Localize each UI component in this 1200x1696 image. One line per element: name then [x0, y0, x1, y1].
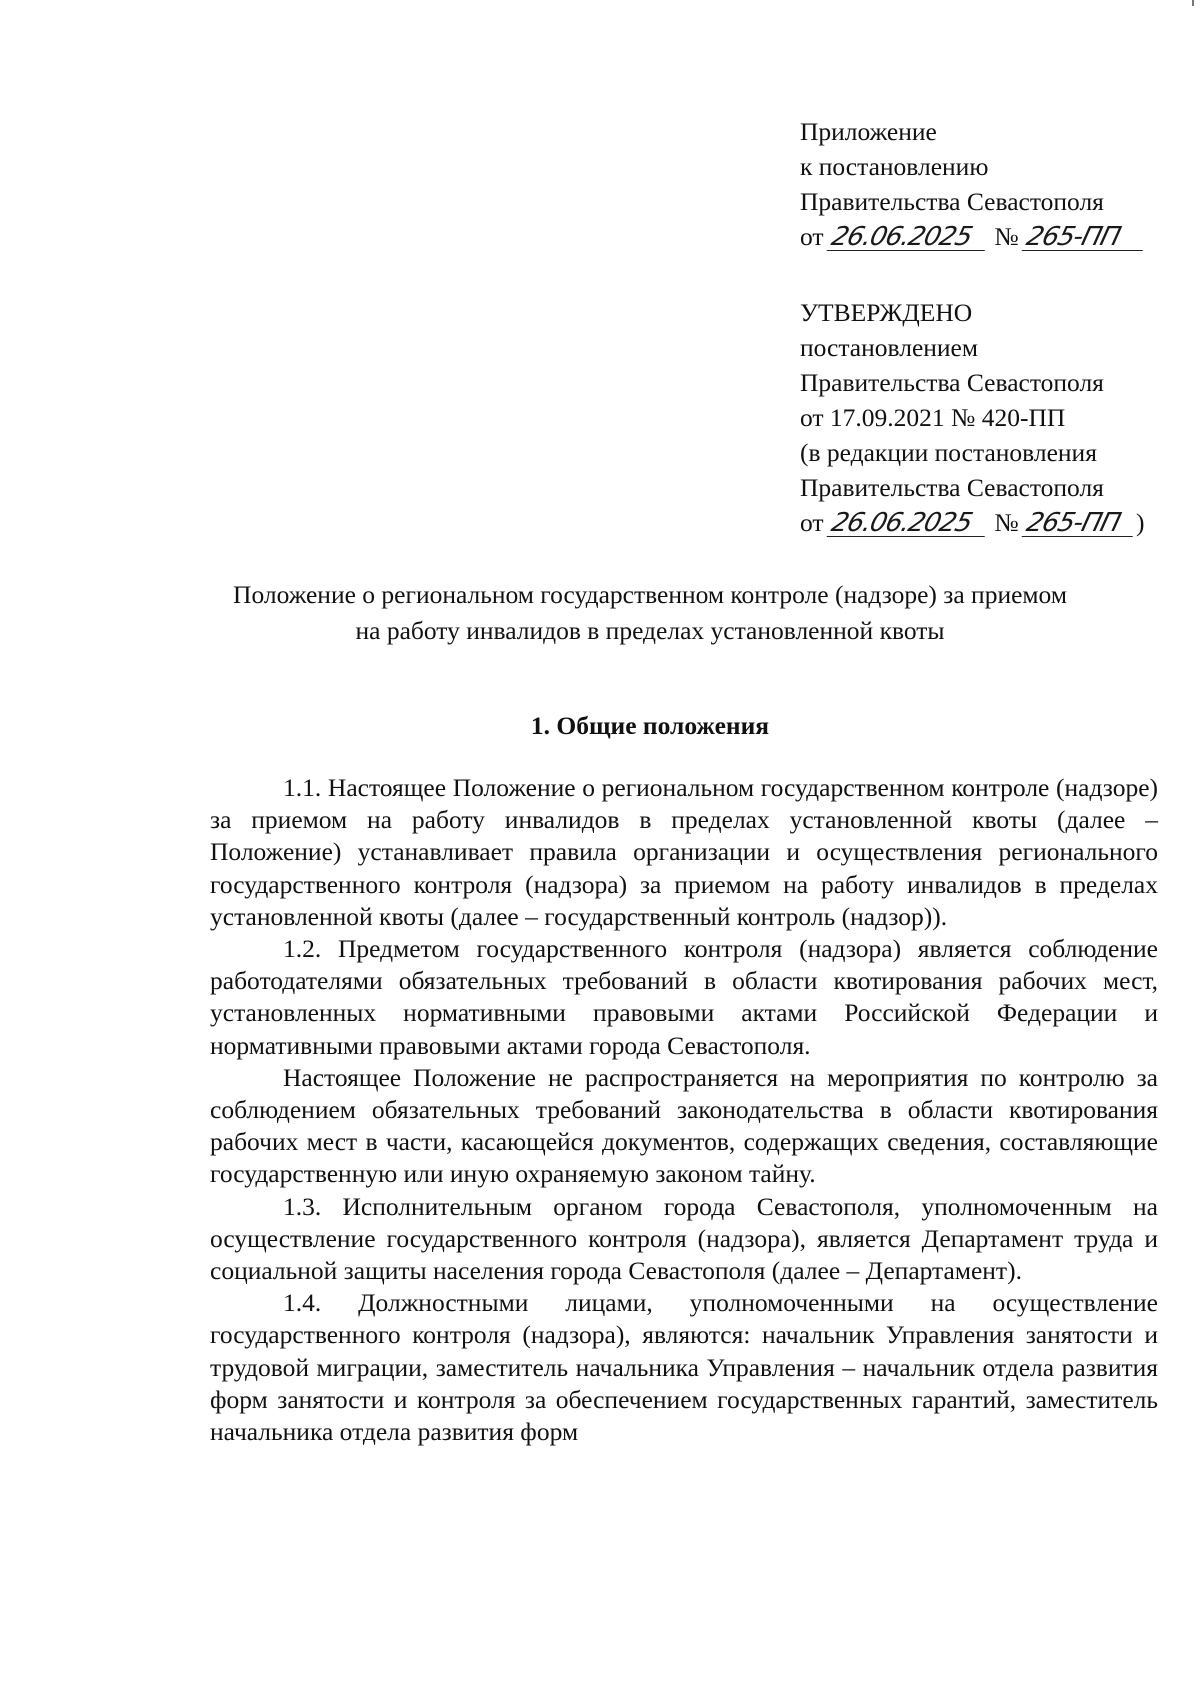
appendix-date-handwritten: 26.06.2025	[827, 224, 992, 251]
approved-line-1: УТВЕРЖДЕНО	[800, 298, 973, 327]
approved-number-sign: №	[994, 508, 1019, 537]
approved-line-3: Правительства Севастополя	[800, 368, 1104, 397]
approved-line-6: Правительства Севастополя	[800, 473, 1104, 502]
appendix-line-2: к постановлению	[800, 152, 989, 181]
appendix-date-line	[800, 219, 1180, 254]
paragraph-1-3: 1.3. Исполнительным органом города Севастополя, уполномоченным на осуществление государственного контроля (надзора), является Департамент труда и социальной защиты населения города Севастополя (далее – Департамент).	[210, 1191, 1158, 1286]
section-heading: 1. Общие положения	[530, 711, 770, 740]
appendix-number-sign: №	[994, 222, 1019, 251]
appendix-from-prefix: от	[800, 222, 824, 251]
approved-line-5: (в редакции постановления	[800, 438, 1097, 467]
approved-from-prefix: от	[800, 508, 824, 537]
approved-date-line	[800, 505, 1180, 540]
document-title-line-2: на работу инвалидов в пределах установленной квоты	[355, 616, 945, 645]
approved-number-handwritten: 265-ПП	[1022, 510, 1140, 537]
header-gap	[800, 254, 1180, 295]
approved-line-4: от 17.09.2021 № 420-ПП	[800, 403, 1066, 432]
appendix-number-handwritten: 265-ПП	[1022, 224, 1150, 251]
document-title-line-1: Положение о региональном государственном контроле (надзоре) за приемом	[233, 580, 1067, 609]
scan-mark	[1192, 0, 1194, 6]
appendix-line-1: Приложение	[800, 117, 937, 146]
document-title	[150, 577, 1150, 649]
paragraph-1-1: 1.1. Настоящее Положение о региональном государственном контроле (надзоре) за приемом на работу инвалидов в пределах установленной квоты (далее – Положение) устанавливает правила организации и осуществления регионального государственного контроля (надзора) за приемом на работу инвалидов в пределах установленной квоты (далее – государственный контроль (надзор)).	[210, 773, 1158, 931]
body-text	[210, 772, 1158, 1448]
approved-date-handwritten: 26.06.2025	[827, 510, 992, 537]
appendix-line-3: Правительства Севастополя	[800, 187, 1104, 216]
paragraph-1-4: 1.4. Должностными лицами, уполномоченными на осуществление государственного контроля (надзора), являются: начальник Управления занятости и трудовой миграции, заместитель начальника Управления – начальник отдела развития форм занятости и контроля за обеспечением государственных гарантий, заместитель начальника отдела развития форм	[210, 1288, 1158, 1447]
paragraph-1-2: 1.2. Предметом государственного контроля (надзора) является соблюдение работодателями обязательных требований в области квотирования рабочих мест, установленных нормативными правовыми актами Российской Федерации и нормативными правовыми актами города Севастополя.	[210, 934, 1158, 1060]
approved-line-2: постановлением	[800, 333, 979, 362]
paragraph-1-2-note: Настоящее Положение не распространяется на мероприятия по контролю за соблюдением обязательных требований законодательства в области квотирования рабочих мест в части, касающейся документов, содержащих сведения, составляющие государственную или иную охраняемую законом тайну.	[210, 1062, 1158, 1189]
approved-closing-paren: )	[1136, 508, 1145, 537]
header-block	[800, 114, 1180, 540]
